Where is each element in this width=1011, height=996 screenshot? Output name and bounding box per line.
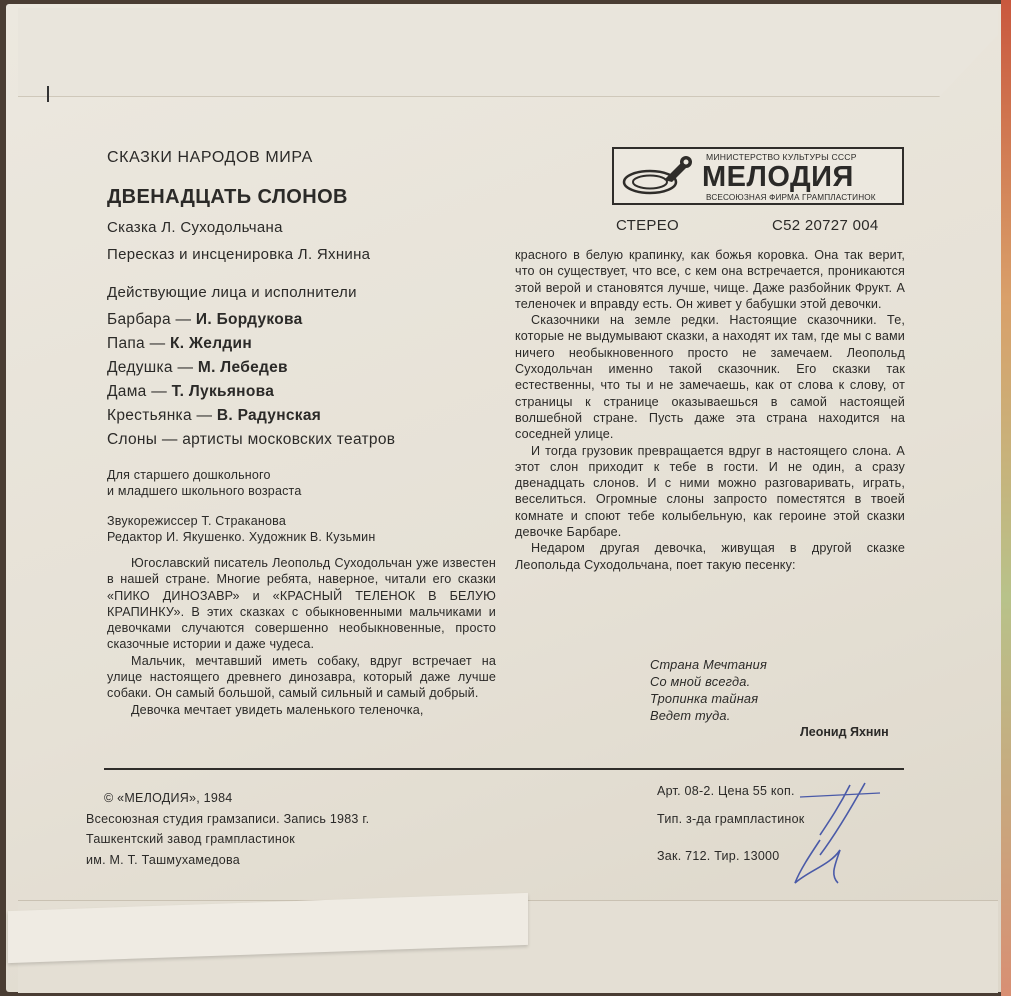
sleeve-edge xyxy=(1001,0,1011,996)
paragraph: Мальчик, мечтавший иметь собаку, вдруг встречает на улице настоящего древнего динозавра, который даже лучше собаки. Он самый большой, самый сильный и самый добрый. xyxy=(107,653,496,701)
cast-row xyxy=(107,359,288,377)
price-line: Арт. 08-2. Цена 55 коп. xyxy=(657,784,795,798)
cast-row xyxy=(107,383,274,401)
paragraph: Недаром другая девочка, живущая в другой сказке Леопольда Суходольчана, поет такую песенку: xyxy=(515,541,905,572)
top-flap xyxy=(18,8,998,97)
cast-extra: Слоны — артисты московских театров xyxy=(107,431,396,448)
cast-row xyxy=(107,335,252,353)
audience-line: и младшего школьного возраста xyxy=(107,484,302,498)
logo-ministry-text: МИНИСТЕРСТВО КУЛЬТУРЫ СССР xyxy=(706,152,857,162)
cast-actor: К. Желдин xyxy=(170,335,252,352)
cast-actor: М. Лебедев xyxy=(197,359,288,376)
footer-line: Всесоюзная студия грамзаписи. Запись 1983 г. xyxy=(86,812,370,826)
author-line: Сказка Л. Суходольчана xyxy=(107,219,283,236)
paragraph: Югославский писатель Леопольд Суходольчан уже известен в нашей стране. Многие ребята, наверное, читали его сказки «ПИКО ДИНОЗАВР» и «КРАСНЫЙ ТЕЛЕНОК В БЕЛУЮ КРАПИНКУ». В этих сказках с обыкновенными мальчиками и девочками случаются совершенно необыкновенные, просто сказочные истории и даже чудеса. xyxy=(107,556,496,652)
logo-firm-text: ВСЕСОЮЗНАЯ ФИРМА ГРАМПЛАСТИНОК xyxy=(706,193,876,202)
audience-line: Для старшего дошкольного xyxy=(107,468,271,482)
cast-heading: Действующие лица и исполнители xyxy=(107,284,357,301)
paragraph: Сказочники на земле редки. Настоящие сказочники. Те, которые не выдумывают сказки, а находят их там, где мы с вами ничего необыкновенного просто не замечаем. Леопольд Суходольчан именно такой сказочник. Его сказки так естественны, что ты и не замечаешь, как от слова к слову, от страницы к странице оказываешься в самой настоящей волшебной стране. Пусть даже эта страна находится на соседней улице. xyxy=(515,313,905,442)
poem-line: Страна Мечтания xyxy=(650,657,768,672)
footer-line: Ташкентский завод грампластинок xyxy=(86,832,295,846)
record-note-icon xyxy=(620,154,698,198)
paragraph: И тогда грузовик превращается вдруг в настоящего слона. А этот слон приходит к тебе в гости. И не один, а сразу двенадцать слонов. И с ними можно разговаривать, играть, веселиться. Огромные слоны запросто поместятся в твоей комнате и споют тебе колыбельную, как героине этой сказки девочке Барбаре. xyxy=(515,443,905,540)
paragraph: Девочка мечтает увидеть маленького теленочка, xyxy=(131,702,424,717)
author-signature: Леонид Яхнин xyxy=(800,725,889,739)
adaptation-line: Пересказ и инсценировка Л. Яхнина xyxy=(107,246,371,263)
footer-line: им. М. Т. Ташмухамедова xyxy=(86,853,240,867)
logo-wordmark: МЕЛОДИЯ xyxy=(702,161,854,193)
footer-line: © «МЕЛОДИЯ», 1984 xyxy=(104,791,233,805)
cast-role: Барбара — xyxy=(107,311,192,328)
melodiya-logo xyxy=(612,147,904,205)
cast-actor: Т. Лукьянова xyxy=(171,383,275,400)
print-line: Тип. з-да грампластинок xyxy=(657,812,805,826)
right-column-text xyxy=(515,247,905,573)
paragraph: красного в белую крапинку, как божья коровка. Она так верит, что он существует, что все, с кем она встречается, проникаются этой верой и становятся лучше, чище. Даже разбойник Фрукт. А теленочек и вправду есть. Он живет у бабушки этой девочки. xyxy=(515,248,905,311)
order-line: Зак. 712. Тир. 13000 xyxy=(657,849,780,863)
cast-actor: В. Радунская xyxy=(216,407,322,424)
poem-line: Ведет туда. xyxy=(650,708,731,723)
cast-role: Папа — xyxy=(107,335,166,352)
credits-line: Звукорежиссер Т. Страканова xyxy=(107,514,286,528)
cast-actor: И. Бордукова xyxy=(195,311,303,328)
cast-row xyxy=(107,407,321,425)
stereo-label: СТЕРЕО xyxy=(616,217,679,234)
cast-role: Дедушка — xyxy=(107,359,194,376)
album-title: ДВЕНАДЦАТЬ СЛОНОВ xyxy=(107,186,348,208)
credits-line: Редактор И. Якушенко. Художник В. Кузьмин xyxy=(107,530,376,544)
cast-row xyxy=(107,311,303,329)
catalog-number: С52 20727 004 xyxy=(772,217,879,234)
cast-role: Крестьянка — xyxy=(107,407,213,424)
divider-line xyxy=(104,768,904,770)
poem-line: Тропинка тайная xyxy=(650,691,759,706)
series-title: СКАЗКИ НАРОДОВ МИРА xyxy=(107,149,313,166)
poem-line: Со мной всегда. xyxy=(650,674,751,689)
handwritten-mark-icon xyxy=(780,775,900,895)
pencil-mark xyxy=(47,86,49,102)
left-column-text xyxy=(107,555,496,718)
cast-role: Дама — xyxy=(107,383,168,400)
